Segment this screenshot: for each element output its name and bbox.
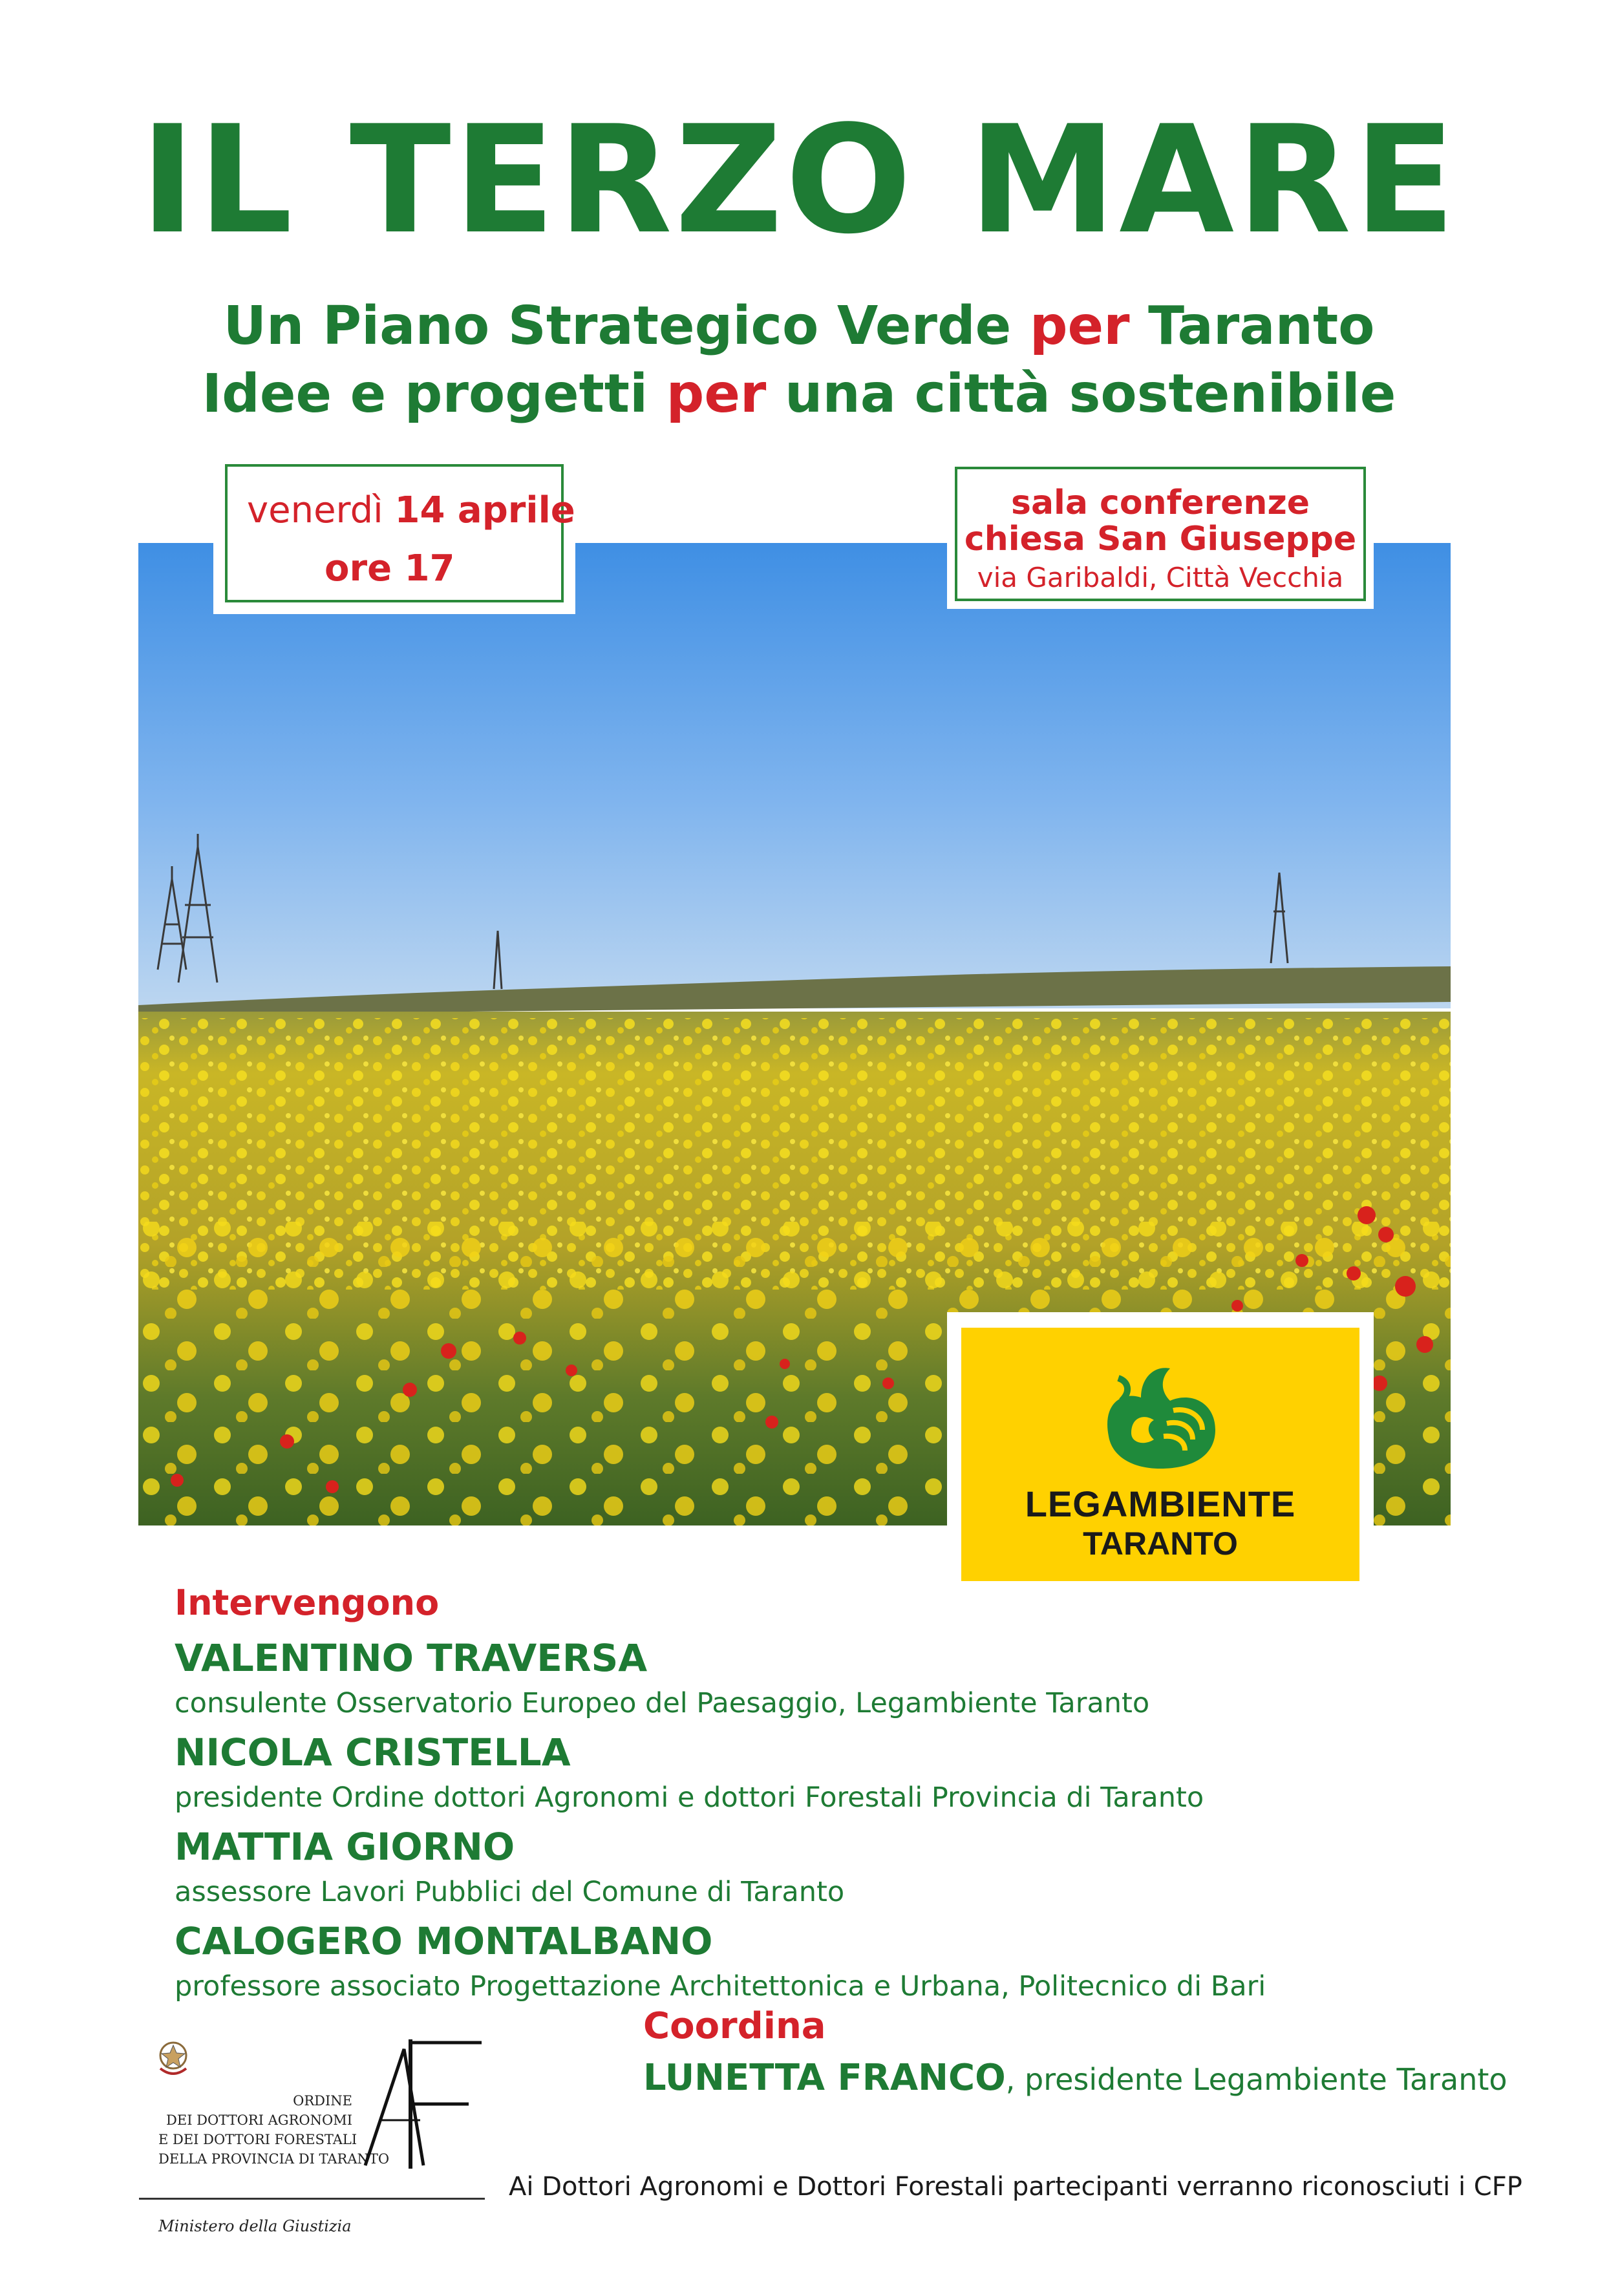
- logo-city: TARANTO: [1083, 1525, 1238, 1562]
- speaker-name: VALENTINO TRAVERSA: [175, 1636, 648, 1680]
- speakers-heading: Intervengono: [175, 1582, 440, 1623]
- speaker-role: consulente Osservatorio Europeo del Paesaggio, Legambiente Taranto: [175, 1687, 1150, 1719]
- republic-emblem-icon: [154, 2036, 193, 2081]
- order-line-4: DELLA PROVINCIA DI TARANTO: [158, 2151, 390, 2167]
- venue-line-2: chiesa San Giuseppe: [964, 520, 1357, 558]
- speaker-name: MATTIA GIORNO: [175, 1825, 515, 1869]
- subtitle-2-part-c: una città sostenibile: [766, 363, 1396, 425]
- speaker-item: [175, 1916, 1467, 2006]
- subtitle-2-per: per: [666, 363, 767, 425]
- order-name: [158, 2091, 390, 2169]
- coordinator-line: [643, 2052, 1581, 2105]
- legambiente-logo-frame: [947, 1312, 1374, 1597]
- speaker-role: assessore Lavori Pubblici del Comune di Taranto: [175, 1876, 845, 1908]
- speaker-name: NICOLA CRISTELLA: [175, 1730, 571, 1774]
- venue-box-frame: [955, 467, 1366, 601]
- speaker-role: professore associato Progettazione Architettonica e Urbana, Politecnico di Bari: [175, 1970, 1266, 2003]
- speaker-item: [175, 1727, 1467, 1818]
- af-monogram-icon: [359, 2036, 488, 2172]
- subtitle-1-part-a: Un Piano Strategico Verde: [223, 295, 1030, 357]
- event-date-value: 14 aprile: [394, 489, 575, 531]
- subtitle-line-1: [0, 294, 1598, 359]
- order-line-2: DEI DOTTORI AGRONOMI: [166, 2112, 352, 2128]
- event-date: [247, 489, 575, 531]
- poster-title: IL TERZO MARE: [140, 94, 1458, 267]
- order-divider: [139, 2198, 485, 2200]
- coordinator-name: LUNETTA FRANCO: [643, 2057, 1006, 2099]
- speakers-section: [175, 1577, 1467, 2006]
- speaker-item: [175, 1822, 1467, 1912]
- subtitle-1-per: per: [1029, 295, 1130, 357]
- speaker-item: [175, 1633, 1467, 1723]
- logo-name: LEGAMBIENTE: [1025, 1483, 1296, 1524]
- subtitle-line-2: [0, 362, 1598, 427]
- ministry-label: Ministero della Giustizia: [158, 2217, 352, 2235]
- coordinator-role: , presidente Legambiente Taranto: [1005, 2062, 1507, 2097]
- legambiente-logo: [961, 1328, 1359, 1581]
- speaker-role: presidente Ordine dottori Agronomi e dottori Forestali Provincia di Taranto: [175, 1781, 1204, 1814]
- event-day: venerdì: [247, 489, 395, 531]
- date-box: [213, 452, 575, 614]
- venue-line-1: sala conferenze: [1011, 484, 1310, 522]
- subtitle-1-part-c: Taranto: [1129, 295, 1375, 357]
- coordinator-section: [643, 2001, 1581, 2105]
- cfp-note: Ai Dottori Agronomi e Dottori Forestali partecipanti verranno riconosciuti i CFP: [509, 2172, 1522, 2202]
- order-line-3: E DEI DOTTORI FORESTALI: [158, 2132, 357, 2147]
- venue-box: [947, 460, 1374, 609]
- date-box-frame: [225, 464, 575, 602]
- speaker-name: CALOGERO MONTALBANO: [175, 1919, 713, 1963]
- venue-address: via Garibaldi, Città Vecchia: [977, 562, 1344, 593]
- coordinator-heading: Coordina: [643, 2005, 826, 2047]
- subtitle-2-part-a: Idee e progetti: [202, 363, 666, 425]
- swan-icon: [1096, 1352, 1225, 1475]
- event-time: ore 17: [325, 547, 455, 590]
- order-line-1: ORDINE: [293, 2093, 352, 2109]
